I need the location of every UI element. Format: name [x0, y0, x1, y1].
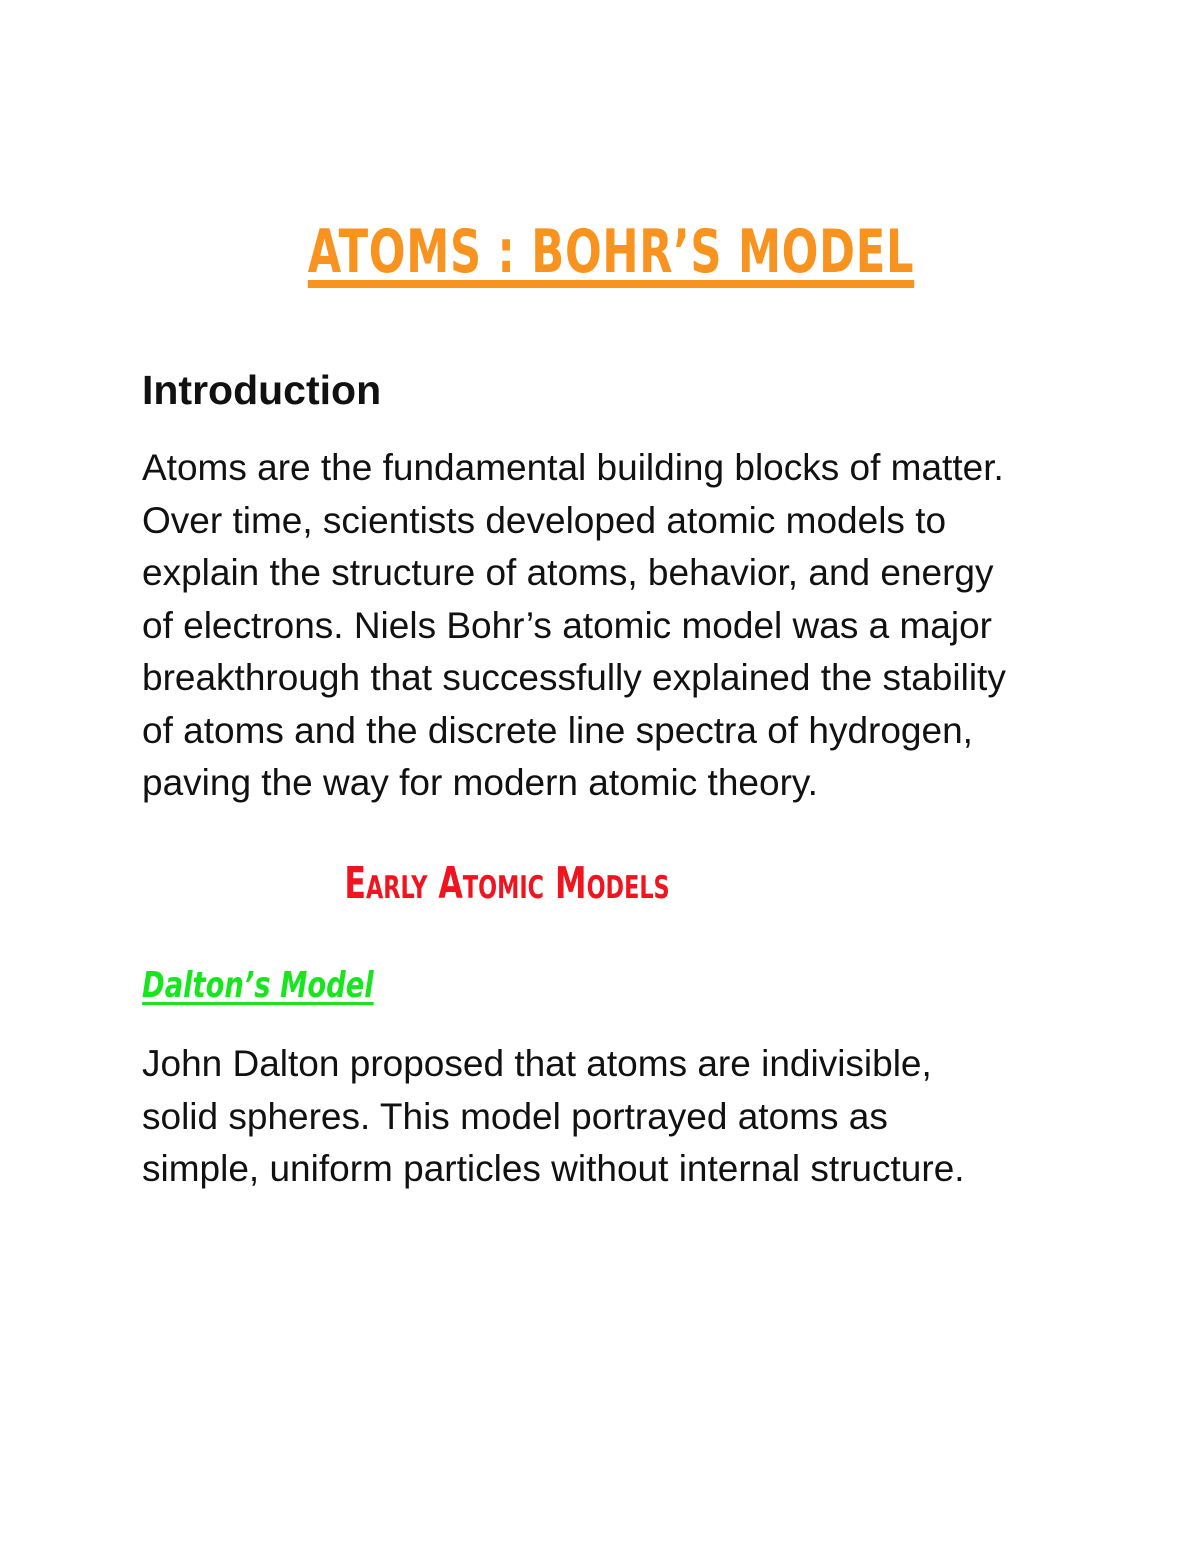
introduction-line-7: paving the way for modern atomic theory.: [142, 762, 818, 803]
introduction-line-4: of electrons. Niels Bohr’s atomic model was a major: [142, 604, 992, 646]
daltons-model-paragraph: [142, 1038, 1082, 1196]
dalton-line-2: solid spheres. This model portrayed atoms as: [142, 1095, 888, 1137]
document-title-text: ATOMS : BOHR’S MODEL: [307, 217, 915, 287]
introduction-paragraph: [142, 442, 1082, 810]
daltons-model-heading-text: Dalton’s Model: [142, 965, 374, 1006]
introduction-line-3: explain the structure of atoms, behavior, and energy: [142, 552, 994, 593]
introduction-line-5: breakthrough that successfully explained the stability: [142, 657, 1006, 698]
document-title: [171, 212, 1051, 292]
introduction-line-6: of atoms and the discrete line spectra of hydrogen,: [142, 709, 973, 751]
dalton-line-3: simple, uniform particles without internal structure.: [142, 1148, 965, 1189]
introduction-line-1: Atoms are the fundamental building blocks of matter.: [142, 447, 1004, 488]
dalton-line-1: John Dalton proposed that atoms are indivisible,: [142, 1043, 932, 1084]
daltons-model-heading: [142, 958, 374, 1014]
introduction-line-2: Over time, scientists developed atomic models to: [142, 499, 947, 541]
early-atomic-models-heading: Early Atomic Models: [344, 858, 670, 909]
introduction-heading: Introduction: [142, 367, 382, 413]
